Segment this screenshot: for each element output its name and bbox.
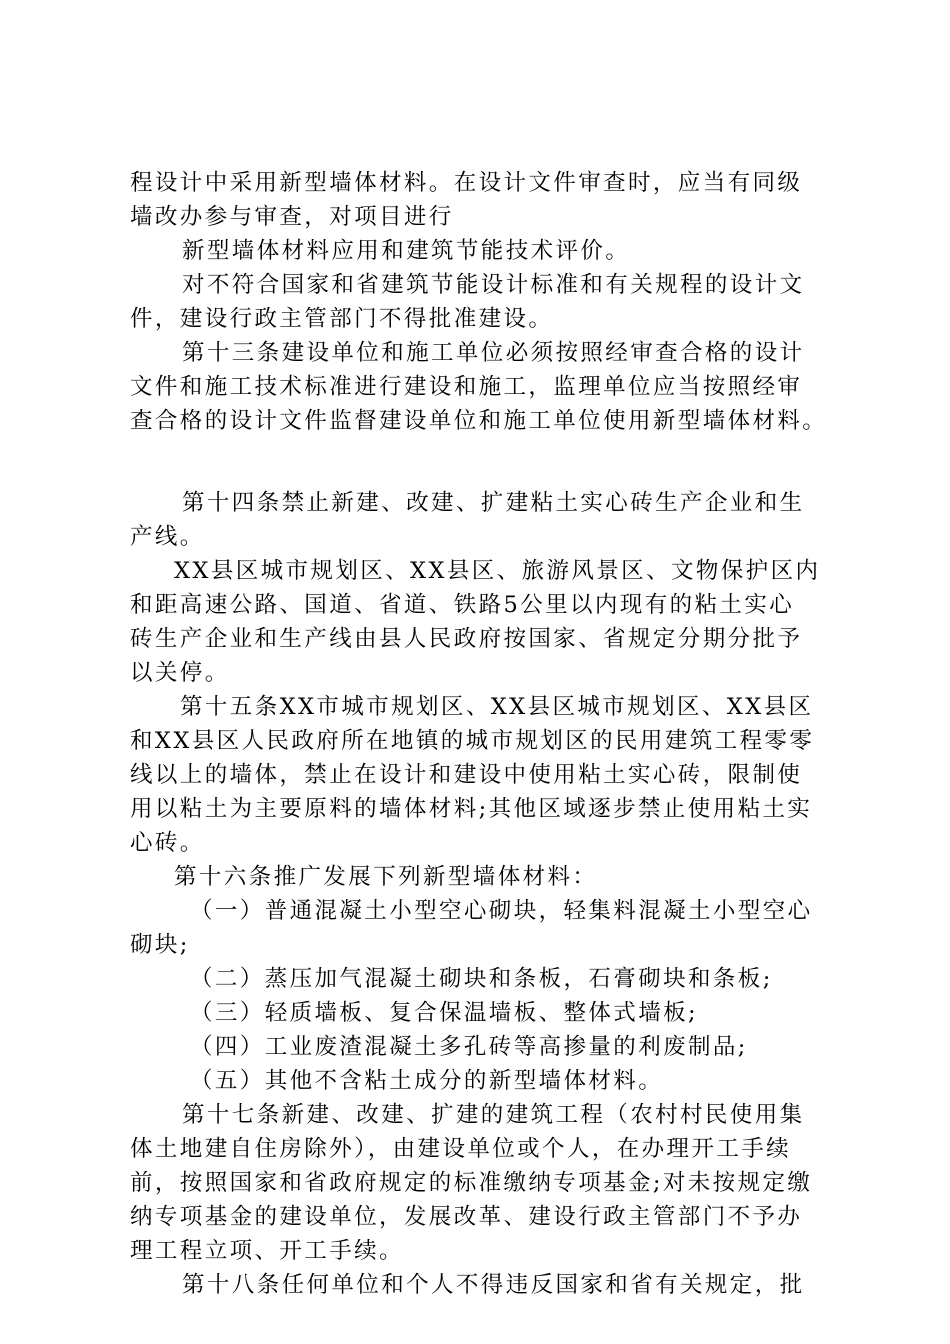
text-line: 第十三条建设单位和施工单位必须按照经审查合格的设计 — [182, 340, 805, 366]
text-line: 和距高速公路、国道、省道、铁路5公里以内现有的粘土实心 — [130, 592, 795, 618]
text-line: 砖生产企业和生产线由县人民政府按国家、省规定分期分批予 — [130, 626, 803, 652]
text-line: 查合格的设计文件监督建设单位和施工单位使用新型墙体材料。 — [130, 408, 828, 434]
text-line: 第十五条XX市城市规划区、XX县区城市规划区、XX县区 — [180, 694, 814, 720]
text-line: （三）轻质墙板、复合保温墙板、整体式墙板; — [190, 1000, 698, 1026]
text-line: 纳专项基金的建设单位，发展改革、建设行政主管部门不予办 — [130, 1204, 803, 1230]
text-line: （五）其他不含粘土成分的新型墙体材料。 — [190, 1068, 664, 1094]
text-line: 砌块; — [130, 932, 190, 958]
text-line: 件，建设行政主管部门不得批准建设。 — [130, 306, 554, 332]
text-line: 体土地建自住房除外），由建设单位或个人，在办理开工手续 — [130, 1136, 792, 1162]
document-body — [130, 166, 840, 1302]
text-line: 产线。 — [130, 524, 205, 550]
text-line: 和XX县区人民政府所在地镇的城市规划区的民用建筑工程零零 — [130, 728, 815, 754]
text-line: （二）蒸压加气混凝土砌块和条板，石膏砌块和条板; — [190, 966, 773, 992]
text-line: 文件和施工技术标准进行建设和施工，监理单位应当按照经审 — [130, 374, 803, 400]
text-line: 第十六条推广发展下列新型墙体材料： — [174, 864, 598, 890]
text-line: 程设计中采用新型墙体材料。在设计文件审查时，应当有同级 — [130, 170, 803, 196]
text-line: 新型墙体材料应用和建筑节能技术评价。 — [182, 238, 631, 264]
text-line: 心砖。 — [130, 830, 205, 856]
text-line: XX县区城市规划区、XX县区、旅游风景区、文物保护区内 — [174, 558, 821, 584]
text-line: 对不符合国家和省建筑节能设计标准和有关规程的设计文 — [182, 272, 805, 298]
text-line: 墙改办参与审查，对项目进行 — [130, 204, 454, 230]
text-line: 理工程立项、开工手续。 — [130, 1238, 404, 1264]
text-line: 线以上的墙体，禁止在设计和建设中使用粘土实心砖，限制使 — [130, 762, 803, 788]
paragraph-gap — [130, 438, 840, 486]
text-line: 以关停。 — [130, 660, 230, 686]
text-line: 前，按照国家和省政府规定的标准缴纳专项基金;对未按规定缴 — [130, 1170, 813, 1196]
text-line: 第十四条禁止新建、改建、扩建粘土实心砖生产企业和生 — [182, 490, 805, 516]
text-line: 用以粘土为主要原料的墙体材料;其他区域逐步禁止使用粘土实 — [130, 796, 813, 822]
text-line: 第十七条新建、改建、扩建的建筑工程（农村村民使用集 — [182, 1102, 805, 1128]
text-line: 第十八条任何单位和个人不得违反国家和省有关规定，批 — [182, 1272, 805, 1298]
text-line: （一）普通混凝土小型空心砌块，轻集料混凝土小型空心 — [190, 898, 813, 924]
text-line: （四）工业废渣混凝土多孔砖等高掺量的利废制品; — [190, 1034, 748, 1060]
